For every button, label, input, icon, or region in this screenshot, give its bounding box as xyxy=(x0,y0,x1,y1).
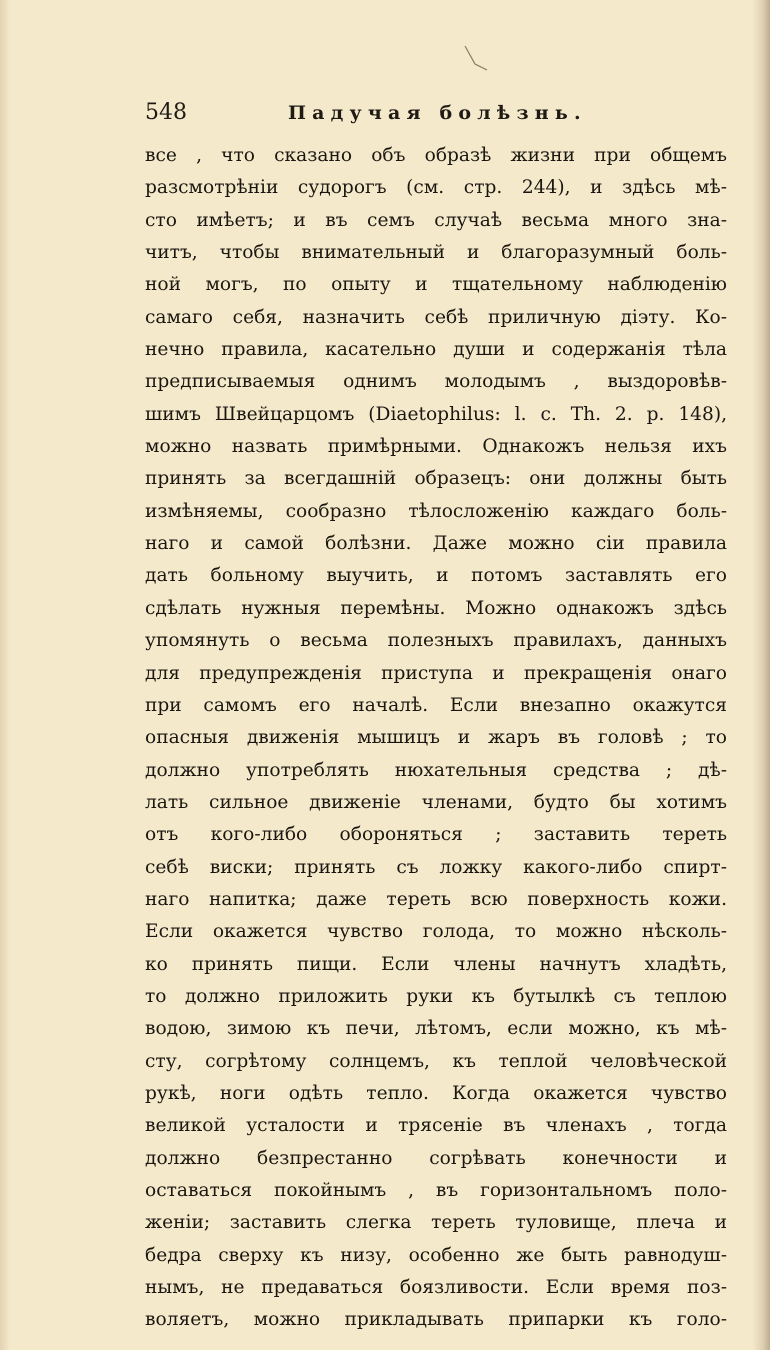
text-line: воляетъ, можно прикладывать припарки къ голо- xyxy=(145,1309,727,1331)
text-line: наго напитка; даже тереть всю поверхность кожи. xyxy=(145,888,727,910)
text-line: должно употреблять нюхательныя средства ; дѣ- xyxy=(145,759,727,781)
text-line: шимъ Швейцарцомъ (Diaetophilus: l. c. Th. 2. p. 148), xyxy=(145,403,727,425)
body-text xyxy=(145,140,727,1337)
page-edge-shadow xyxy=(0,0,10,1350)
text-line: предписываемыя однимъ молодымъ , выздоровѣв- xyxy=(145,371,727,393)
text-line: должно безпрестанно согрѣвать конечности и xyxy=(145,1147,727,1169)
text-line: принять за всегдашній образецъ: они должны быть xyxy=(145,468,727,490)
text-line: оставаться покойнымъ , въ горизонтальномъ поло- xyxy=(145,1180,727,1201)
text-line: Если окажется чувство голода, то можно нѣсколь- xyxy=(145,921,727,943)
text-line: для предупрежденія приступа и прекращенія онаго xyxy=(145,662,727,684)
running-title: Падучая болѣзнь. xyxy=(288,102,587,124)
text-line: нымъ, не предаваться боязливости. Если время поз- xyxy=(145,1277,727,1299)
text-line: наго и самой болѣзни. Даже можно сіи правила xyxy=(145,533,727,555)
text-line: ко принять пищи. Если члены начнутъ хладѣть, xyxy=(145,953,727,975)
page-number: 548 xyxy=(145,100,187,125)
text-line: сдѣлать нужныя перемѣны. Можно однакожъ здѣсь xyxy=(145,597,727,619)
text-line: то должно приложить руки къ бутылкѣ съ теплою xyxy=(145,985,727,1007)
text-line: опасныя движенія мышицъ и жаръ въ головѣ ; то xyxy=(145,727,727,749)
text-line: себѣ виски; принять съ ложку какого-либо спирт- xyxy=(145,856,727,878)
text-line: бедра сверху къ низу, особенно же быть равнодуш- xyxy=(145,1244,727,1266)
text-line: измѣняемы, сообразно тѣлосложенію каждаго боль- xyxy=(145,500,727,522)
text-line: ной могъ, по опыту и тщательному наблюденію xyxy=(145,274,727,296)
text-line: женіи; заставить слегка тереть туловище, плеча и xyxy=(145,1212,727,1234)
spine-shadow xyxy=(752,0,770,1350)
text-line: отъ кого-либо обороняться ; заставить тереть xyxy=(145,824,727,846)
text-line: можно назвать примѣрными. Однакожъ нельзя ихъ xyxy=(145,436,727,458)
pencil-mark xyxy=(455,40,495,80)
text-line: сто имѣетъ; и въ семъ случаѣ весьма много зна- xyxy=(145,209,727,231)
text-line: самаго себя, назначить себѣ приличную діэту. Ко- xyxy=(145,306,727,328)
text-line: при самомъ его началѣ. Если внезапно окажутся xyxy=(145,694,727,716)
page-header xyxy=(145,100,725,134)
text-line: читъ, чтобы внимательный и благоразумный боль- xyxy=(145,242,727,264)
text-line: рукѣ, ноги одѣть тепло. Когда окажется чувство xyxy=(145,1082,727,1104)
text-line: дать больному выучить, и потомъ заставлять его xyxy=(145,565,727,587)
text-line: лать сильное движеніе членами, будто бы хотимъ xyxy=(145,791,727,813)
text-line: все , что сказано объ образѣ жизни при общемъ xyxy=(145,145,727,166)
text-line: сту, согрѣтому солнцемъ, къ теплой человѣческой xyxy=(145,1050,727,1072)
text-line: великой усталости и трясеніе въ членахъ , тогда xyxy=(145,1115,727,1137)
text-line: водою, зимою къ печи, лѣтомъ, если можно, къ мѣ- xyxy=(145,1018,727,1040)
text-line: разсмотрѣніи судорогъ (см. стр. 244), и здѣсь мѣ- xyxy=(145,177,727,199)
text-line: упомянуть о весьма полезныхъ правилахъ, данныхъ xyxy=(145,630,727,652)
text-line: нечно правила, касательно души и содержанія тѣла xyxy=(145,339,727,361)
